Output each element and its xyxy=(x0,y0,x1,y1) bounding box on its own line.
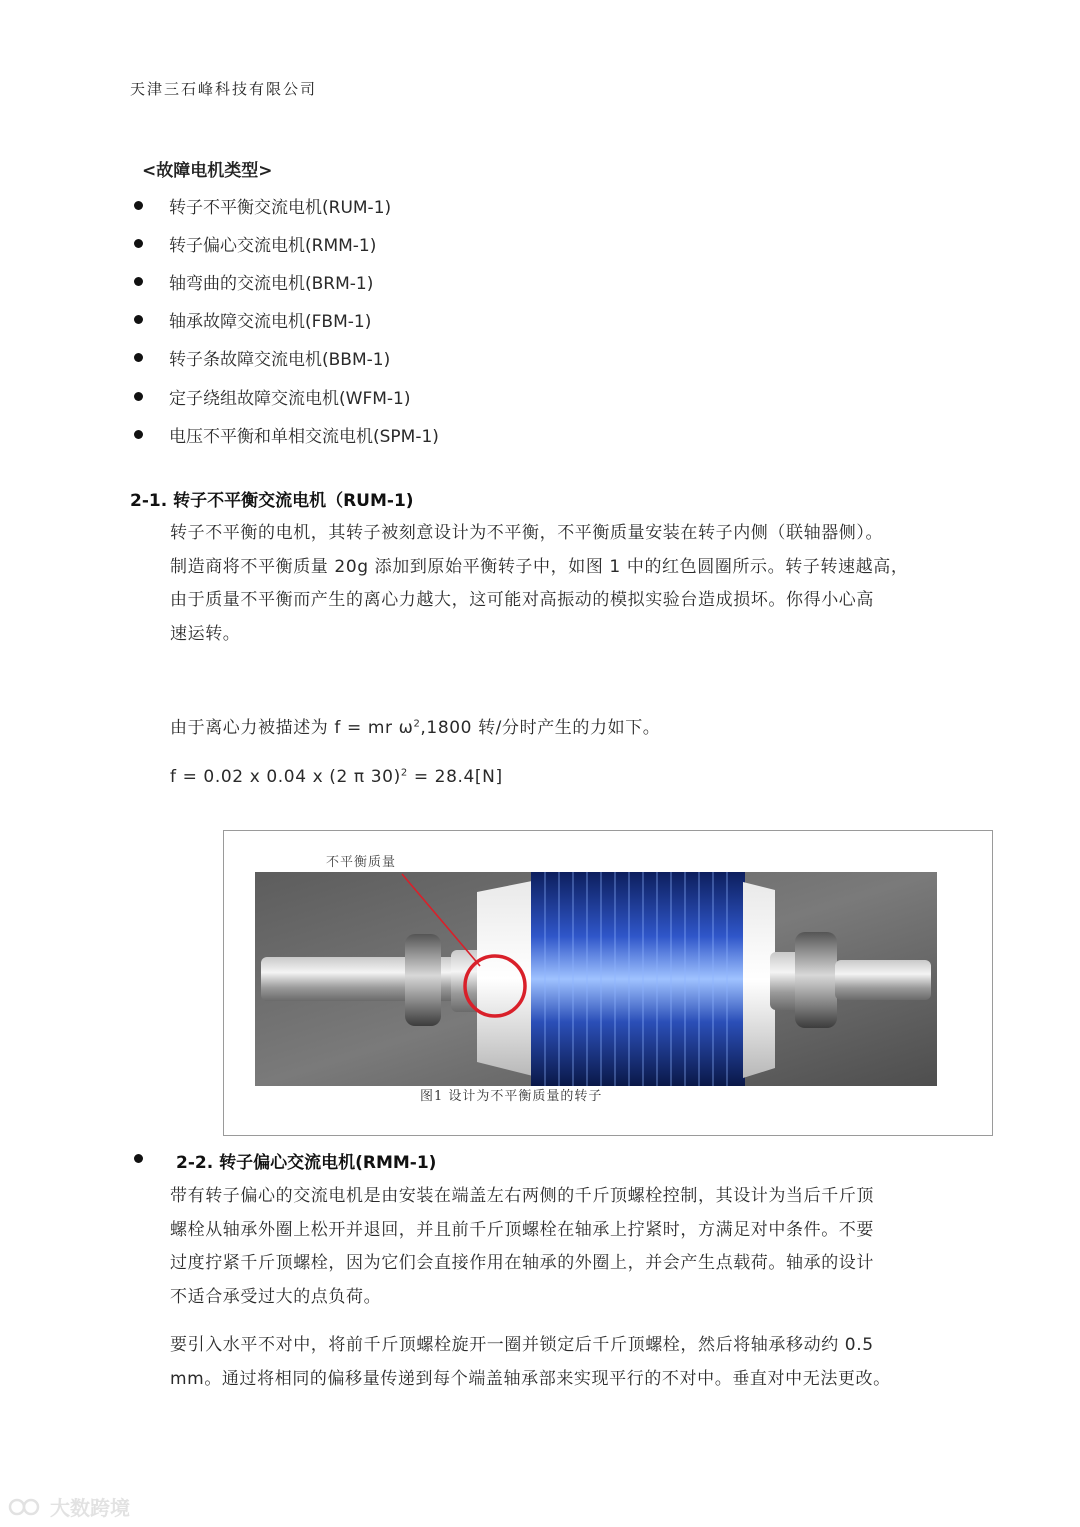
force-formula xyxy=(170,761,503,795)
paragraph-line: mm。通过将相同的偏移量传递到每个端盖轴承部来实现平行的不对中。垂直对中无法更改。 xyxy=(170,1368,891,1389)
section-2-2-paragraph-1 xyxy=(170,1180,874,1314)
bullet-icon xyxy=(134,239,143,248)
section-2-1-paragraph xyxy=(170,517,908,651)
list-item-label: 转子不平衡交流电机(RUM-1) xyxy=(169,197,392,218)
bullet-icon xyxy=(134,1154,143,1163)
list-item-label: 轴承故障交流电机(FBM-1) xyxy=(169,312,372,333)
pointer-line xyxy=(402,874,480,966)
motor-types-list xyxy=(134,186,439,453)
watermark-logo-icon xyxy=(8,1496,44,1518)
company-name: 天津三石峰科技有限公司 xyxy=(130,80,318,98)
formula-result: = 28.4[N] xyxy=(407,767,503,787)
paragraph-line: 螺栓从轴承外圈上松开并退回，并且前千斤顶螺栓在轴承上拧紧时，方满足对中条件。不要 xyxy=(170,1219,874,1240)
bullet-icon xyxy=(134,353,143,362)
list-item-label: 定子绕组故障交流电机(WFM-1) xyxy=(169,388,411,409)
formula-intro-tail: ,1800 转/分时产生的力如下。 xyxy=(420,718,661,738)
paragraph-line: 要引入水平不对中，将前千斤顶螺栓旋开一圈并锁定后千斤顶螺栓，然后将轴承移动约 0.5 xyxy=(170,1335,874,1355)
formula-text: f = 0.02 x 0.04 x (2 π 30) xyxy=(170,767,401,787)
list-item-label: 转子条故障交流电机(BBM-1) xyxy=(169,350,391,371)
right-bearing xyxy=(795,932,837,1028)
bullet-icon xyxy=(134,201,143,210)
list-item-label: 轴弯曲的交流电机(BRM-1) xyxy=(169,273,374,294)
list-item xyxy=(134,186,439,224)
formula-intro xyxy=(170,712,660,746)
rotor-photo xyxy=(255,872,937,1086)
figure-caption: 图1 设计为不平衡质量的转子 xyxy=(420,1089,603,1104)
watermark-text: 大数跨境 xyxy=(50,1496,130,1520)
bullet-icon xyxy=(134,430,143,439)
paragraph-line: 带有转子偏心的交流电机是由安装在端盖左右两侧的千斤顶螺栓控制，其设计为当后千斤顶 xyxy=(170,1186,874,1206)
list-item xyxy=(134,301,439,339)
section-2-2-paragraph-2 xyxy=(170,1329,891,1396)
list-item xyxy=(134,415,439,453)
list-item xyxy=(134,377,439,415)
paragraph-line: 过度拧紧千斤顶螺栓，因为它们会直接作用在轴承的外圈上，并会产生点载荷。轴承的设计 xyxy=(170,1253,874,1273)
paragraph-line: 速运转。 xyxy=(170,623,241,644)
formula-exponent: 2 xyxy=(400,767,408,779)
motor-types-title: <故障电机类型> xyxy=(142,161,273,181)
section-2-1-title: 2-1. 转子不平衡交流电机（RUM-1) xyxy=(130,491,414,511)
formula-intro-text: 由于离心力被描述为 f = mr ω xyxy=(170,718,414,738)
label-pointer xyxy=(380,868,520,978)
list-item xyxy=(134,262,439,300)
figure-label: 不平衡质量 xyxy=(326,855,397,870)
bullet-icon xyxy=(134,315,143,324)
list-item xyxy=(134,339,439,377)
paragraph-line: 不适合承受过大的点负荷。 xyxy=(170,1286,382,1307)
paragraph-line: 制造商将不平衡质量 20g 添加到原始平衡转子中，如图 1 中的红色圆圈所示。转子转速越高， xyxy=(170,556,909,577)
formula-intro-exponent: 2 xyxy=(413,718,421,730)
bullet-icon xyxy=(134,392,143,401)
watermark xyxy=(8,1492,130,1521)
right-shaft xyxy=(835,960,931,1000)
list-item-label: 电压不平衡和单相交流电机(SPM-1) xyxy=(169,426,439,447)
section-2-2-title: 2-2. 转子偏心交流电机(RMM-1) xyxy=(176,1153,437,1173)
list-item xyxy=(134,224,439,262)
bullet-icon xyxy=(134,277,143,286)
list-item-label: 转子偏心交流电机(RMM-1) xyxy=(169,235,377,256)
paragraph-line: 转子不平衡的电机，其转子被刻意设计为不平衡，不平衡质量安装在转子内侧（联轴器侧）。 xyxy=(170,523,884,543)
paragraph-line: 由于质量不平衡而产生的离心力越大，这可能对高振动的模拟实验台造成损坏。你得小心高 xyxy=(170,590,874,610)
